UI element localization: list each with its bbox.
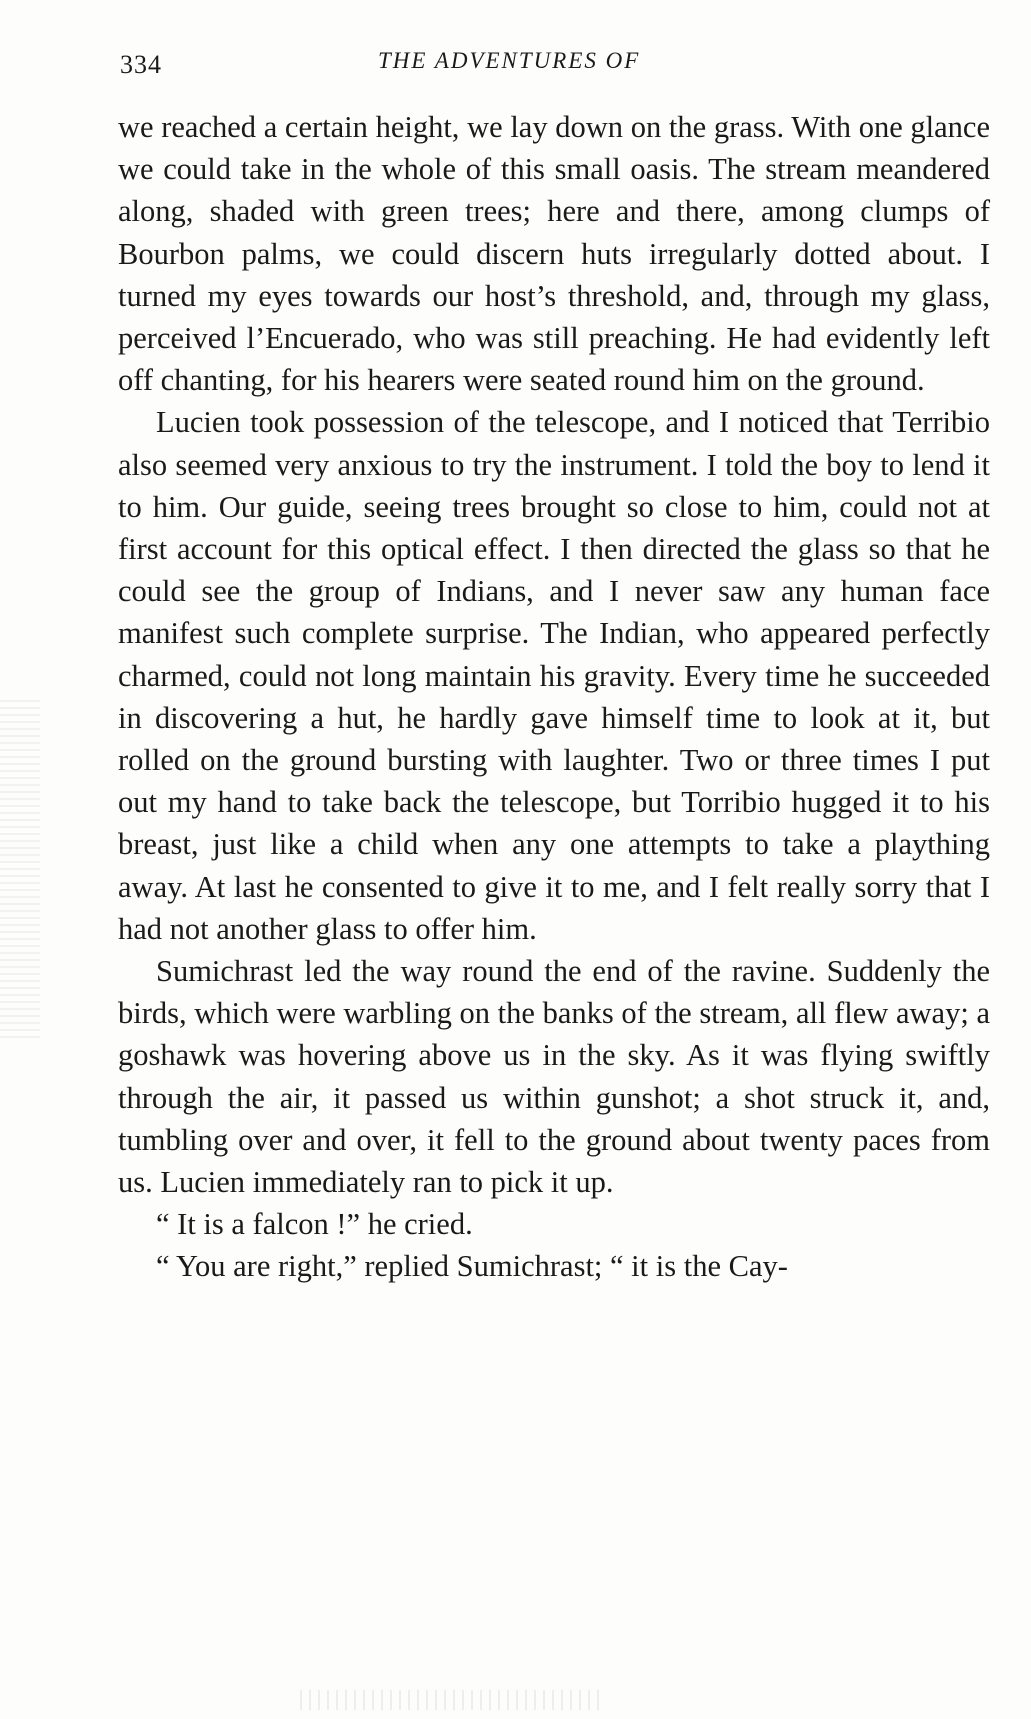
running-head: THE ADVENTURES OF [378,48,641,73]
paragraph-dialogue-reply: “ You are right,” replied Sumichrast; “ it is the Cay- [156,1249,788,1284]
paragraph-telescope: Lucien took possession of the telescope, and I noticed that Terribio also seemed very anxious to try the instrument. I told the boy to lend it to him. Our guide, seeing trees brought so close to him, could not at first account for this optical effect. I then directed the glass so that he could see the group of Indians, and I never saw any human face manifest such complete surprise. The Indian, who appeared perfectly charmed, could not long maintain his gravity. Every time he succeeded in discovering a hut, he hardly gave himself time to look at it, but rolled on the ground bursting with laughter. Two or three times I put out my hand to take back the telescope, but Torribio hugged it to his breast, just like a child when any one attempts to take a plaything away. At last he consented to give it to me, and I felt really sorry that I had not another glass to offer him. [118,405,990,946]
scan-noise [300,1690,600,1710]
paragraph-falcon-shot: Sumichrast led the way round the end of the ravine. Suddenly the birds, which were warbling on the banks of the stream, all flew away; a goshawk was hovering above us in the sky. As it was flying swiftly through the air, it passed us within gunshot; a shot struck it, and, tumbling over and over, it fell to the ground about twenty paces from us. Lucien immediately ran to pick it up. [118,954,990,1200]
page-number: 334 [120,50,162,79]
scan-speckle [0,700,40,1040]
paragraph-continued: we reached a certain height, we lay down on the grass. With one glance we could take in the whole of this small oasis. The stream meandered along, shaded with green trees; here and there, among clumps of Bourbon palms, we could discern huts irregularly dotted about. I turned my eyes towards our host’s threshold, and, through my glass, perceived l’Encuerado, who was still preaching. He had evidently left off chanting, for his hearers were seated round him on the ground. [118,110,990,398]
paragraph-dialogue-falcon: “ It is a falcon !” he cried. [156,1207,473,1242]
page-header [120,44,992,84]
body-text [118,106,990,1288]
